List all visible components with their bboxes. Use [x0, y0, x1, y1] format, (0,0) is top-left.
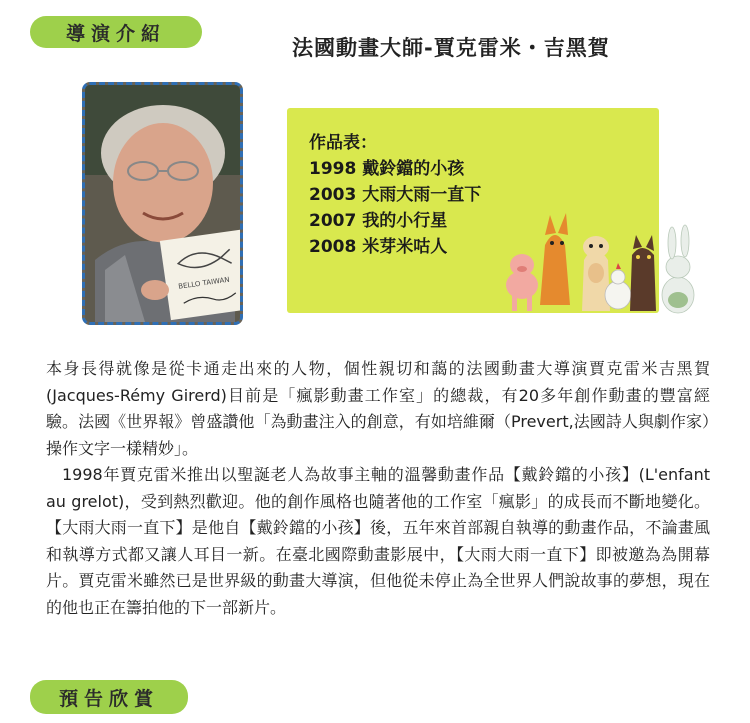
director-bio	[46, 356, 710, 621]
work-item: 2008 米芽米咕人	[309, 237, 448, 257]
section-header-label: 導演介紹	[65, 22, 166, 45]
director-photo	[82, 82, 243, 325]
section-header-label: 預告欣賞	[58, 687, 159, 710]
director-portrait-illustration	[85, 85, 240, 322]
bio-paragraph: 1998年賈克雷米推出以聖誕老人為故事主軸的溫馨動畫作品【戴鈴鐺的小孩】(L'enfant au grelot)，受到熱烈歡迎。他的創作風格也隨著他的工作室「瘋影」的成長而不斷地變化。【大雨大雨一直下】是他自【戴鈴鐺的小孩】後，五年來首部親自執導的動畫作品，不論畫風和執導方式都又讓人耳目一新。在臺北國際動畫影展中，【大雨大雨一直下】即被邀為為開幕片。賈克雷米雖然已是世界級的動畫大導演，但他從未停止為全世界人們說故事的夢想，現在的他也正在籌拍他的下一部新片。	[46, 465, 710, 617]
work-item: 2003 大雨大雨一直下	[309, 185, 482, 205]
section-header-trailer	[30, 680, 188, 714]
works-heading: 作品表：	[309, 133, 377, 153]
work-item: 1998 戴鈴鐺的小孩	[309, 159, 465, 179]
work-item: 2007 我的小行星	[309, 211, 448, 231]
animal-characters-illustration	[500, 205, 700, 323]
director-title: 法國動畫大師-賈克雷米・吉黑賀	[292, 36, 610, 60]
bio-paragraph: 本身長得就像是從卡通走出來的人物，個性親切和藹的法國動畫大導演賈克雷米吉黑賀(Jacques-Rémy Girerd)目前是「瘋影動畫工作室」的總裁，有20多年創作動畫的豐富經驗。法國《世界報》曾盛讚他「為動畫注入的創意，有如培維爾（Prevert,法國詩人與劇作家）操作文字一樣精妙」。	[46, 359, 710, 458]
section-header-director-intro	[30, 16, 202, 48]
photo-sign-text: BELLO TAIWAN	[177, 275, 231, 291]
